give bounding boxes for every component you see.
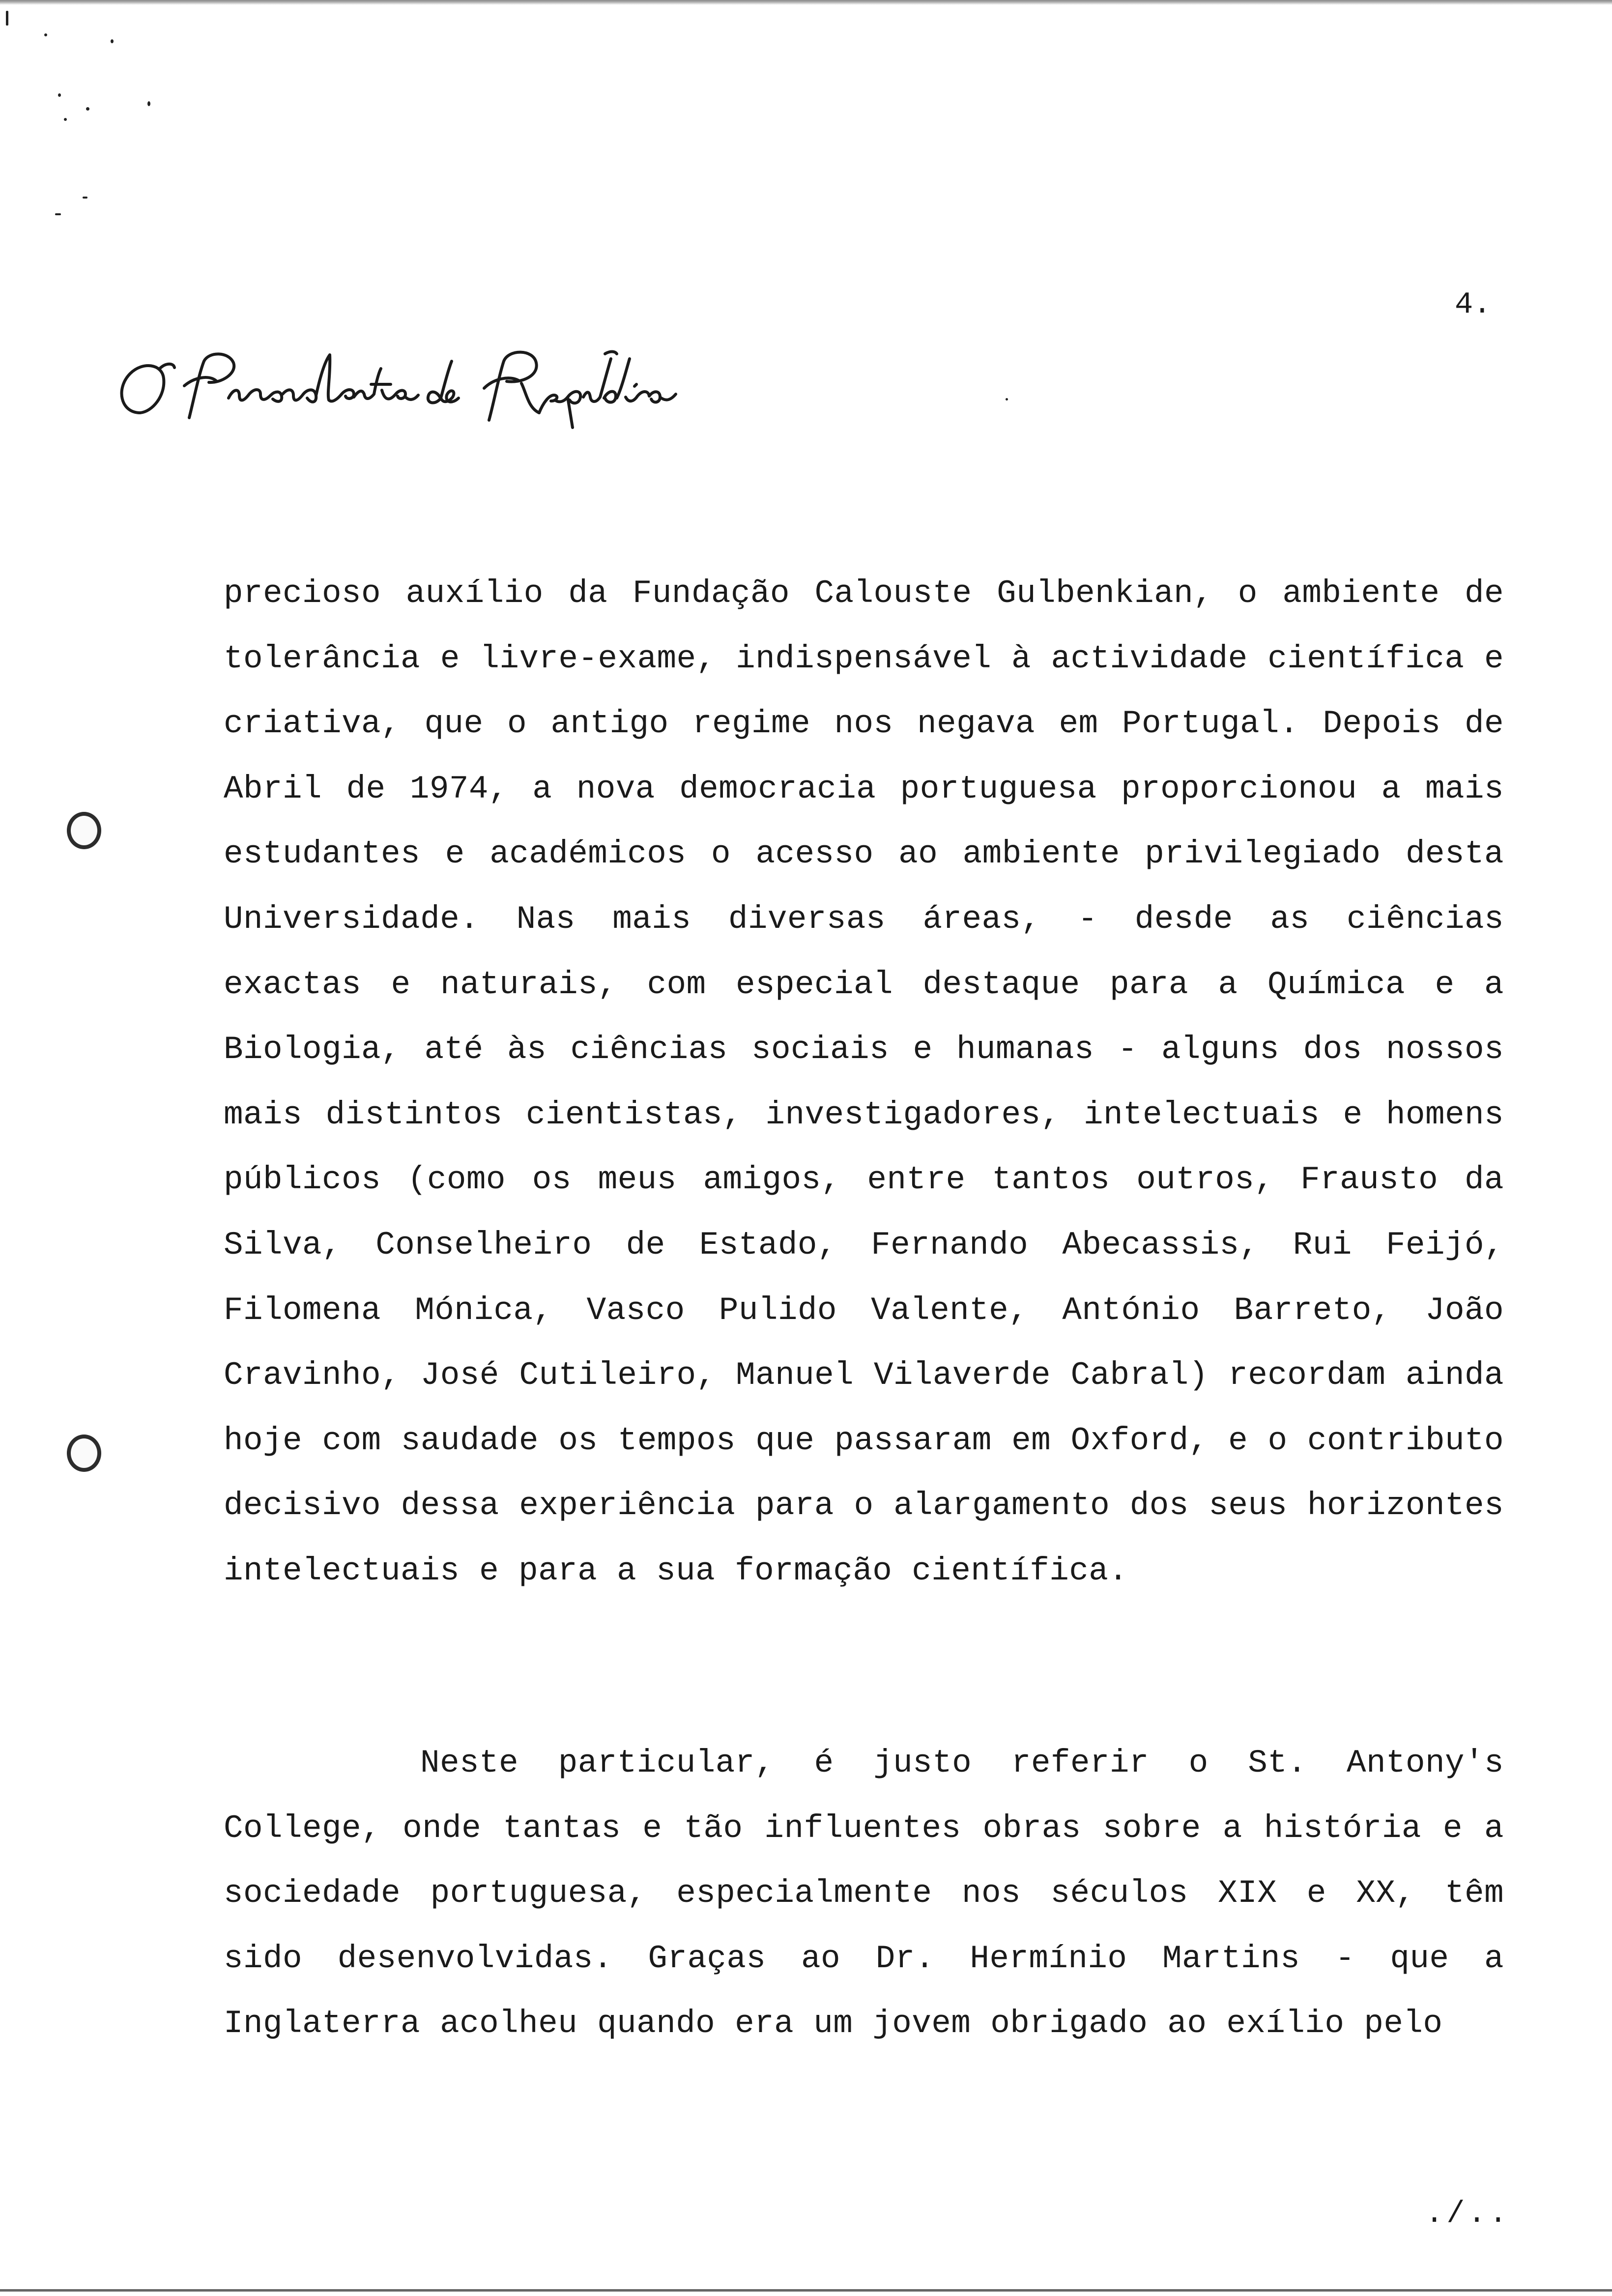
scan-edge-bottom (0, 2289, 1612, 2292)
scan-speck (64, 118, 67, 121)
body-paragraph: precioso auxílio da Fundação Calouste Gulbenkian, o ambiente de tolerância e livre-exame, indispensável à actividade científica e criativa, que o antigo regime nos negava em Portugal. Depois de Abril de 1974, a nova democracia portuguesa proporcionou a mais estudantes e académicos o acesso ao ambiente privilegiado desta Universidade. Nas mais diversas áreas, - desde as ciências exactas e naturais, com especial destaque para a Química e a Biologia, até às ciências sociais e humanas - alguns dos nossos mais distintos cientistas, investigadores, intelectuais e homens públicos (como os meus amigos, entre tantos outros, Frausto da Silva, Conselheiro de Estado, Fernando Abecassis, Rui Feijó, Filomena Mónica, Vasco Pulido Valente, António Barreto, João Cravinho, José Cutileiro, Manuel Vilaverde Cabral) recordam ainda hoje com saudade os tempos que passaram em Oxford, e o contributo decisivo dessa experiência para o alargamento dos seus horizontes intelectuais e para a sua formação científica. (224, 575, 1504, 1589)
scan-edge-top (0, 0, 1612, 5)
scan-speck (55, 213, 61, 215)
scan-speck (44, 33, 47, 36)
scan-speck (1006, 398, 1008, 401)
scan-speck (83, 197, 87, 199)
page-number: 4. (1455, 287, 1492, 322)
scan-speck (111, 39, 114, 43)
continuation-mark: ./.. (1425, 2196, 1510, 2231)
scan-speck (58, 93, 61, 97)
letterhead-signature (111, 339, 715, 437)
body-paragraph: Neste particular, é justo referir o St. Antony's College, onde tantas e tão influentes obras sobre a história e a sociedade portuguesa, especialmente nos séculos XIX e XX, têm sido desenvolvidas. Graças ao Dr. Hermínio Martins - que a Inglaterra acolheu quando era um jovem obrigado ao exílio pelo (224, 1745, 1504, 2042)
punch-hole (67, 1435, 101, 1472)
scan-speck (86, 107, 89, 111)
punch-hole (67, 812, 101, 849)
scan-speck (6, 11, 8, 26)
scan-speck (147, 101, 150, 106)
